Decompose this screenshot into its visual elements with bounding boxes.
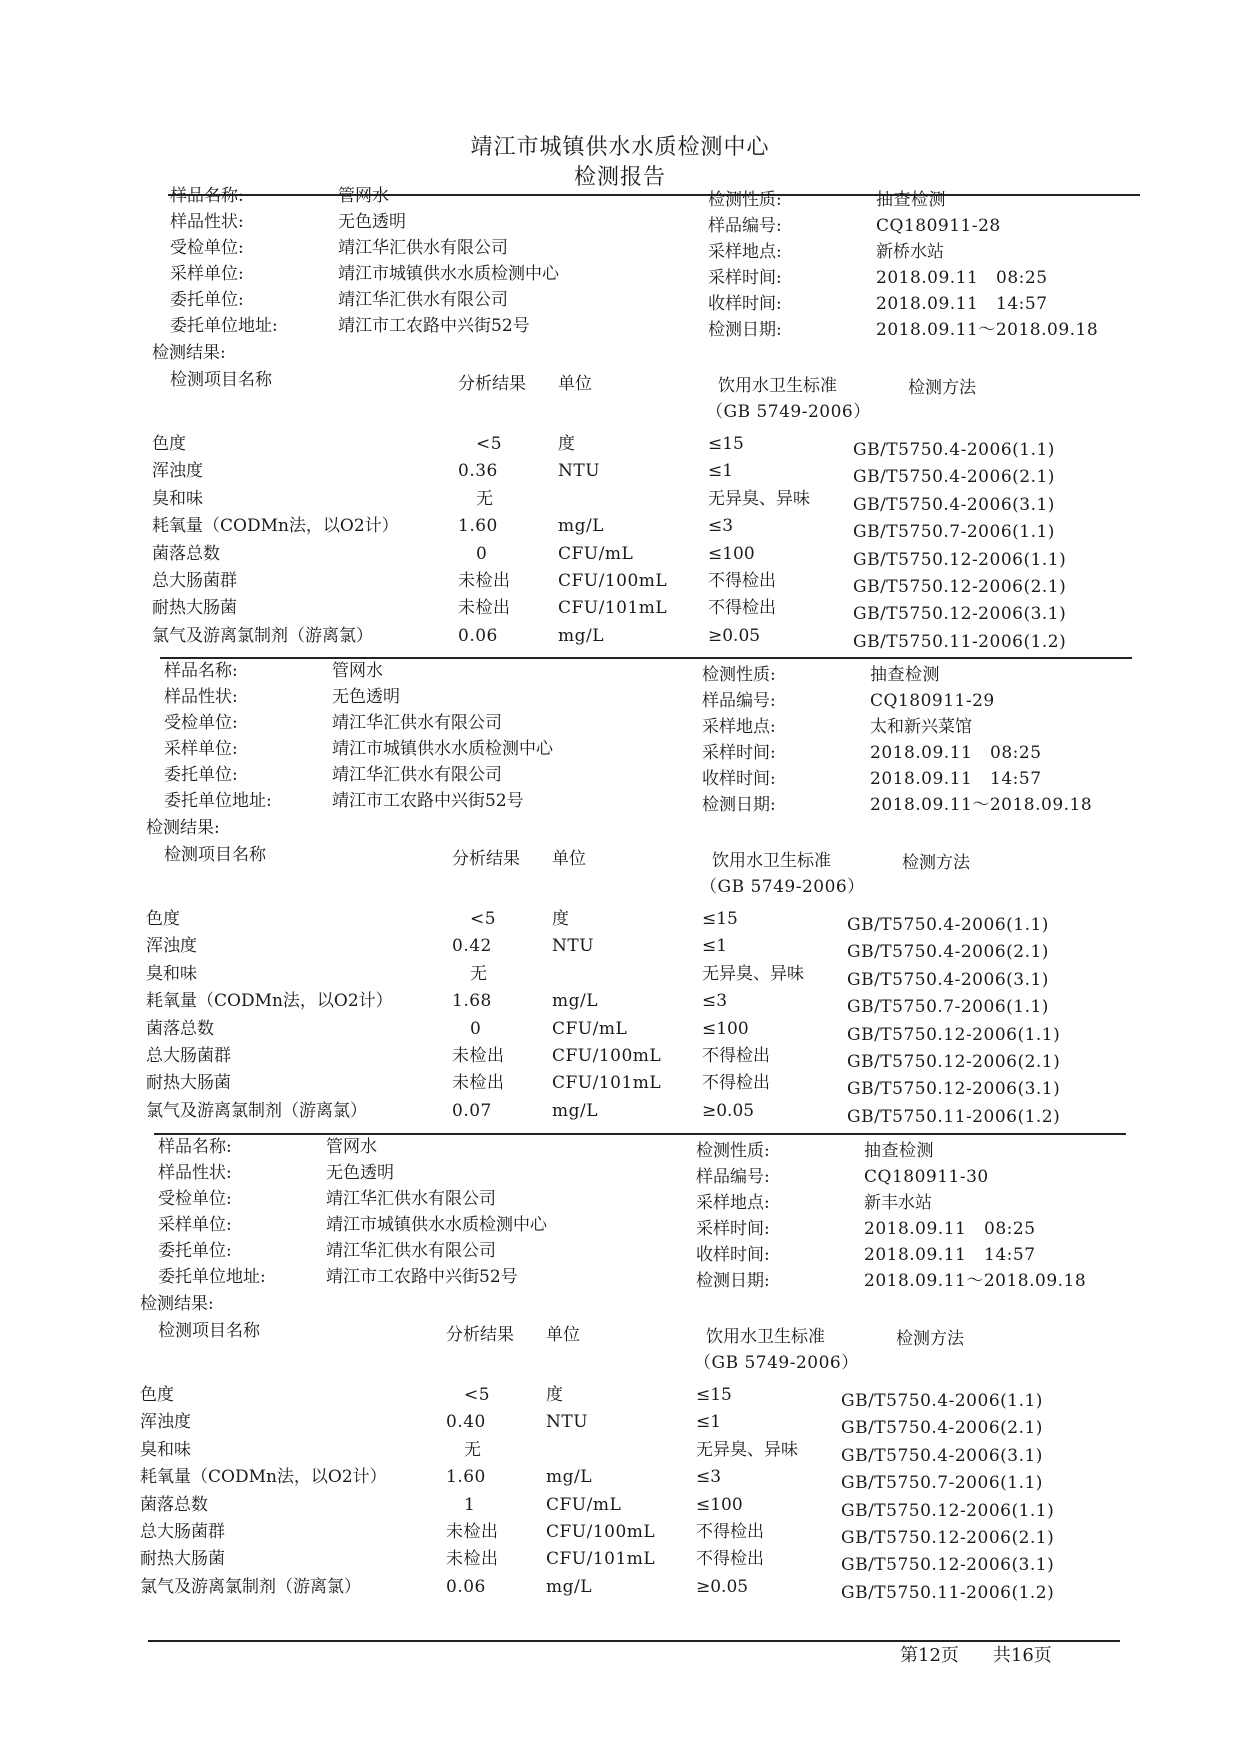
header-result: 分析结果 [446, 1325, 514, 1345]
row-method: GB/T5750.12-2006(3.1) [853, 604, 1067, 625]
row-item: 菌落总数 [152, 543, 220, 564]
sample-name-value: 管网水 [332, 661, 383, 681]
row-item: 氯气及游离氯制剂（游离氯） [152, 625, 373, 646]
row-standard: ≤15 [696, 1385, 732, 1405]
sample-block [128, 186, 1108, 656]
label-sampling-time: 采样时间: [696, 1219, 770, 1239]
row-standard: 不得检出 [696, 1549, 764, 1570]
header-method: 检测方法 [896, 1329, 964, 1349]
row-method: GB/T5750.4-2006(3.1) [841, 1445, 1043, 1466]
header-item: 检测项目名称 [158, 1321, 260, 1341]
label-test-date: 检测日期: [696, 1271, 770, 1291]
label-test-nature: 检测性质: [702, 665, 776, 685]
label-client-unit: 委托单位: [170, 290, 244, 310]
sample-no-value: CQ180911-29 [870, 691, 995, 711]
report-subtitle: 检测报告 [573, 165, 666, 190]
row-method: GB/T5750.4-2006(3.1) [847, 969, 1049, 990]
label-sample-name: 样品名称: [158, 1137, 232, 1157]
row-item: 色度 [146, 909, 180, 929]
row-standard: 不得检出 [702, 1073, 770, 1094]
test-date-value: 2018.09.11～2018.09.18 [870, 795, 1093, 815]
row-method: GB/T5750.4-2006(3.1) [853, 494, 1055, 515]
header-unit: 单位 [546, 1325, 580, 1345]
sampling-site-value: 新桥水站 [876, 242, 944, 262]
label-client-address: 委托单位地址: [170, 316, 278, 336]
header-standard: 饮用水卫生标准 [718, 376, 837, 396]
row-result: 0.07 [452, 1100, 492, 1121]
row-result: 无 [464, 1439, 482, 1460]
header-standard: 饮用水卫生标准 [712, 851, 831, 871]
sampling-unit-value: 靖江市城镇供水水质检测中心 [338, 264, 559, 284]
row-standard: ≥0.05 [696, 1576, 749, 1597]
row-standard: ≤1 [708, 461, 734, 482]
label-receive-time: 收样时间: [702, 769, 776, 789]
label-results: 检测结果: [140, 1294, 214, 1314]
row-standard: 无异臭、异味 [696, 1439, 798, 1460]
label-sample-no: 样品编号: [702, 691, 776, 711]
row-item: 臭和味 [152, 488, 203, 509]
row-result: 无 [476, 488, 494, 509]
sampling-site-value: 太和新兴菜馆 [870, 717, 972, 737]
row-unit: CFU/mL [558, 543, 634, 564]
row-method: GB/T5750.4-2006(1.1) [847, 915, 1049, 935]
row-result: <5 [470, 909, 497, 929]
row-unit: mg/L [552, 1100, 599, 1121]
row-result: <5 [476, 434, 503, 454]
row-item: 臭和味 [146, 963, 197, 984]
label-inspected-unit: 受检单位: [158, 1189, 232, 1209]
sampling-time-value: 2018.09.11 08:25 [864, 1219, 1036, 1239]
label-sample-name: 样品名称: [164, 661, 238, 681]
label-test-date: 检测日期: [702, 795, 776, 815]
row-method: GB/T5750.7-2006(1.1) [853, 522, 1055, 543]
row-item: 色度 [140, 1385, 174, 1405]
section-rule [154, 1133, 1126, 1135]
row-method: GB/T5750.12-2006(2.1) [841, 1528, 1055, 1548]
row-unit: CFU/100mL [546, 1522, 656, 1542]
label-receive-time: 收样时间: [696, 1245, 770, 1265]
page-number: 第12页 [900, 1645, 959, 1666]
row-standard: ≤1 [696, 1412, 722, 1433]
report-title: 靖江市城镇供水水质检测中心 [470, 135, 770, 160]
label-inspected-unit: 受检单位: [164, 713, 238, 733]
row-unit: mg/L [552, 991, 599, 1012]
header-item: 检测项目名称 [170, 370, 272, 390]
page-total: 共16页 [992, 1645, 1052, 1666]
client-unit-value: 靖江华汇供水有限公司 [332, 765, 502, 785]
test-date-value: 2018.09.11～2018.09.18 [876, 320, 1099, 340]
row-standard: ≤15 [708, 434, 744, 454]
row-item: 菌落总数 [140, 1494, 208, 1515]
label-client-unit: 委托单位: [158, 1241, 232, 1261]
header-method: 检测方法 [902, 853, 970, 873]
row-item: 耗氧量（CODMn法，以O2计） [146, 991, 393, 1012]
row-unit: CFU/101mL [558, 598, 668, 619]
row-unit: CFU/mL [546, 1494, 622, 1515]
test-nature-value: 抽查检测 [876, 190, 946, 210]
header-result: 分析结果 [452, 849, 520, 869]
label-client-address: 委托单位地址: [158, 1267, 266, 1287]
row-item: 臭和味 [140, 1439, 191, 1460]
row-result: 无 [470, 963, 488, 984]
row-item: 浑浊度 [146, 936, 197, 957]
row-item: 耐热大肠菌 [152, 598, 237, 619]
sampling-unit-value: 靖江市城镇供水水质检测中心 [326, 1215, 547, 1235]
row-result: 0 [476, 543, 488, 564]
row-result: 1.68 [452, 991, 492, 1012]
row-result: 1.60 [446, 1467, 486, 1488]
client-unit-value: 靖江华汇供水有限公司 [338, 290, 508, 310]
sample-property-value: 无色透明 [338, 212, 406, 232]
row-unit: 度 [546, 1385, 564, 1405]
label-sampling-unit: 采样单位: [158, 1215, 232, 1235]
client-address-value: 靖江市工农路中兴街52号 [332, 791, 524, 811]
header-unit: 单位 [558, 374, 592, 394]
row-unit: CFU/101mL [546, 1549, 656, 1570]
row-method: GB/T5750.12-2006(3.1) [847, 1079, 1061, 1100]
row-standard: 不得检出 [702, 1046, 770, 1066]
row-standard: 无异臭、异味 [702, 963, 804, 984]
row-item: 浑浊度 [152, 461, 203, 482]
row-result: 0.06 [446, 1576, 486, 1597]
row-method: GB/T5750.12-2006(2.1) [853, 577, 1067, 597]
page-footer [900, 1641, 1086, 1667]
sample-property-value: 无色透明 [332, 687, 400, 707]
label-results: 检测结果: [146, 818, 220, 838]
row-standard: 不得检出 [696, 1522, 764, 1542]
row-result: 未检出 [446, 1549, 499, 1570]
header-unit: 单位 [552, 849, 586, 869]
row-item: 菌落总数 [146, 1018, 214, 1039]
row-standard: 不得检出 [708, 571, 776, 591]
row-method: GB/T5750.11-2006(1.2) [841, 1582, 1055, 1603]
section-rule [160, 657, 1132, 659]
row-result: 0 [470, 1018, 482, 1039]
sample-name-value: 管网水 [326, 1137, 377, 1157]
row-method: GB/T5750.4-2006(2.1) [841, 1418, 1043, 1439]
row-method: GB/T5750.11-2006(1.2) [847, 1106, 1061, 1127]
row-item: 总大肠菌群 [140, 1522, 225, 1542]
row-result: 0.40 [446, 1412, 486, 1433]
header-standard-ref: （GB 5749-2006） [706, 402, 871, 422]
sampling-time-value: 2018.09.11 08:25 [876, 268, 1048, 288]
label-client-unit: 委托单位: [164, 765, 238, 785]
row-standard: ≤100 [702, 1018, 749, 1039]
row-item: 耗氧量（CODMn法，以O2计） [152, 516, 399, 537]
row-item: 总大肠菌群 [152, 571, 237, 591]
row-unit: CFU/101mL [552, 1073, 662, 1094]
row-result: 0.36 [458, 461, 498, 482]
label-sample-name: 样品名称: [170, 186, 244, 206]
sampling-time-value: 2018.09.11 08:25 [870, 743, 1042, 763]
label-sampling-unit: 采样单位: [164, 739, 238, 759]
row-item: 耗氧量（CODMn法，以O2计） [140, 1467, 387, 1488]
row-standard: 无异臭、异味 [708, 488, 810, 509]
test-nature-value: 抽查检测 [864, 1141, 934, 1161]
row-result: 未检出 [452, 1073, 505, 1094]
inspected-unit-value: 靖江华汇供水有限公司 [326, 1189, 496, 1209]
row-result: 1 [464, 1494, 476, 1515]
row-unit: mg/L [558, 625, 605, 646]
row-result: <5 [464, 1385, 491, 1405]
client-address-value: 靖江市工农路中兴街52号 [338, 316, 530, 336]
row-unit: mg/L [546, 1467, 593, 1488]
sampling-site-value: 新丰水站 [864, 1193, 932, 1213]
test-nature-value: 抽查检测 [870, 665, 940, 685]
row-standard: ≥0.05 [702, 1100, 755, 1121]
label-sample-property: 样品性状: [158, 1163, 232, 1183]
row-method: GB/T5750.12-2006(3.1) [841, 1555, 1055, 1576]
row-standard: ≤3 [696, 1467, 722, 1488]
row-result: 未检出 [452, 1046, 505, 1066]
row-unit: NTU [552, 936, 595, 957]
row-item: 色度 [152, 434, 186, 454]
test-date-value: 2018.09.11～2018.09.18 [864, 1271, 1087, 1291]
sample-no-value: CQ180911-28 [876, 216, 1001, 236]
row-method: GB/T5750.12-2006(1.1) [841, 1500, 1055, 1521]
row-standard: ≤100 [696, 1494, 743, 1515]
row-method: GB/T5750.7-2006(1.1) [841, 1473, 1043, 1494]
header-standard: 饮用水卫生标准 [706, 1327, 825, 1347]
receive-time-value: 2018.09.11 14:57 [864, 1245, 1036, 1265]
header-result: 分析结果 [458, 374, 526, 394]
row-unit: mg/L [558, 516, 605, 537]
label-sampling-site: 采样地点: [702, 717, 776, 737]
sampling-unit-value: 靖江市城镇供水水质检测中心 [332, 739, 553, 759]
row-item: 耐热大肠菌 [140, 1549, 225, 1570]
row-method: GB/T5750.4-2006(2.1) [847, 942, 1049, 963]
header-method: 检测方法 [908, 378, 976, 398]
label-sampling-time: 采样时间: [702, 743, 776, 763]
client-address-value: 靖江市工农路中兴街52号 [326, 1267, 518, 1287]
row-result: 未检出 [458, 598, 511, 619]
label-client-address: 委托单位地址: [164, 791, 272, 811]
row-method: GB/T5750.12-2006(1.1) [853, 549, 1067, 570]
receive-time-value: 2018.09.11 14:57 [876, 294, 1048, 314]
row-standard: ≤3 [702, 991, 728, 1012]
header-standard-ref: （GB 5749-2006） [694, 1353, 859, 1373]
label-test-nature: 检测性质: [708, 190, 782, 210]
row-standard: 不得检出 [708, 598, 776, 619]
label-sample-property: 样品性状: [170, 212, 244, 232]
inspected-unit-value: 靖江华汇供水有限公司 [338, 238, 508, 258]
row-result: 1.60 [458, 516, 498, 537]
row-method: GB/T5750.4-2006(2.1) [853, 467, 1055, 488]
label-sampling-site: 采样地点: [696, 1193, 770, 1213]
row-method: GB/T5750.4-2006(1.1) [841, 1391, 1043, 1411]
row-result: 未检出 [446, 1522, 499, 1542]
header-standard-ref: （GB 5749-2006） [700, 877, 865, 897]
label-sample-property: 样品性状: [164, 687, 238, 707]
row-standard: ≤1 [702, 936, 728, 957]
row-method: GB/T5750.7-2006(1.1) [847, 997, 1049, 1018]
row-unit: CFU/mL [552, 1018, 628, 1039]
row-method: GB/T5750.12-2006(1.1) [847, 1024, 1061, 1045]
inspected-unit-value: 靖江华汇供水有限公司 [332, 713, 502, 733]
row-standard: ≥0.05 [708, 625, 761, 646]
row-item: 氯气及游离氯制剂（游离氯） [146, 1100, 367, 1121]
row-method: GB/T5750.4-2006(1.1) [853, 440, 1055, 460]
row-unit: 度 [552, 909, 570, 929]
row-result: 0.42 [452, 936, 492, 957]
row-item: 耐热大肠菌 [146, 1073, 231, 1094]
label-sample-no: 样品编号: [708, 216, 782, 236]
sample-block [116, 1137, 1096, 1607]
label-receive-time: 收样时间: [708, 294, 782, 314]
row-method: GB/T5750.12-2006(2.1) [847, 1052, 1061, 1072]
row-unit: NTU [546, 1412, 589, 1433]
sample-property-value: 无色透明 [326, 1163, 394, 1183]
row-unit: CFU/100mL [552, 1046, 662, 1066]
receive-time-value: 2018.09.11 14:57 [870, 769, 1042, 789]
row-unit: NTU [558, 461, 601, 482]
row-result: 未检出 [458, 571, 511, 591]
row-unit: 度 [558, 434, 576, 454]
row-item: 氯气及游离氯制剂（游离氯） [140, 1576, 361, 1597]
label-inspected-unit: 受检单位: [170, 238, 244, 258]
label-test-date: 检测日期: [708, 320, 782, 340]
label-test-nature: 检测性质: [696, 1141, 770, 1161]
row-item: 浑浊度 [140, 1412, 191, 1433]
row-unit: mg/L [546, 1576, 593, 1597]
row-method: GB/T5750.11-2006(1.2) [853, 631, 1067, 652]
sample-name-value: 管网水 [338, 186, 389, 206]
row-standard: ≤15 [702, 909, 738, 929]
sample-block [122, 661, 1102, 1131]
label-sampling-time: 采样时间: [708, 268, 782, 288]
header-item: 检测项目名称 [164, 845, 266, 865]
label-sampling-site: 采样地点: [708, 242, 782, 262]
row-result: 0.06 [458, 625, 498, 646]
label-sample-no: 样品编号: [696, 1167, 770, 1187]
row-standard: ≤100 [708, 543, 755, 564]
row-item: 总大肠菌群 [146, 1046, 231, 1066]
row-unit: CFU/100mL [558, 571, 668, 591]
row-standard: ≤3 [708, 516, 734, 537]
client-unit-value: 靖江华汇供水有限公司 [326, 1241, 496, 1261]
sample-no-value: CQ180911-30 [864, 1167, 989, 1187]
label-sampling-unit: 采样单位: [170, 264, 244, 284]
label-results: 检测结果: [152, 343, 226, 363]
